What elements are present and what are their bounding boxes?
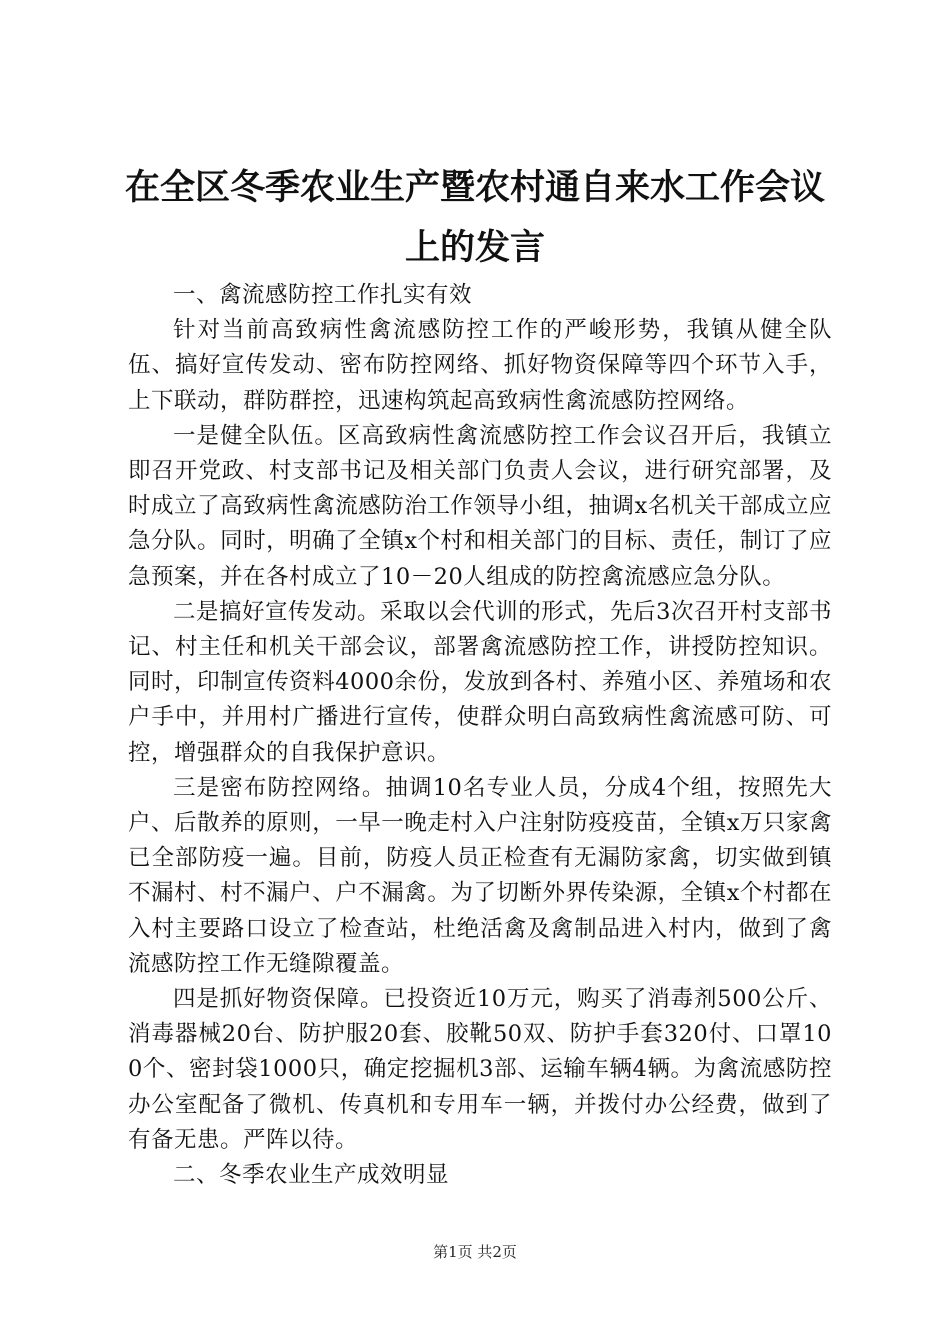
paragraph-network: 三是密布防控网络。抽调10名专业人员，分成4个组，按照先大户、后散养的原则，一早一晚走村入户注射防疫疫苗，全镇x万只家禽已全部防疫一遍。目前，防疫人员正检查有无漏防家禽，切实做到镇不漏村、村不漏户、户不漏禽。为了切断外界传染源，全镇x个村都在入村主要路口设立了检查站，杜绝活禽及禽制品进入村内，做到了禽流感防控工作无缝隙覆盖。	[128, 774, 832, 977]
paragraph-intro: 针对当前高致病性禽流感防控工作的严峻形势，我镇从健全队伍、搞好宣传发动、密布防控网络、抓好物资保障等四个环节入手，上下联动，群防群控，迅速构筑起高致病性禽流感防控网络。	[128, 317, 832, 414]
paragraph-publicity: 二是搞好宣传发动。采取以会代训的形式，先后3次召开村支部书记、村主任和机关干部会议，部署禽流感防控工作，讲授防控知识。同时，印制宣传资料4000余份，发放到各村、养殖小区、养殖场和农户手中，并用村广播进行宣传，使群众明白高致病性禽流感可防、可控，增强群众的自我保护意识。	[128, 598, 832, 766]
document-title: 在全区冬季农业生产暨农村通自来水工作会议上的发言	[124, 168, 825, 268]
section-heading-2: 二、冬季农业生产成效明显	[173, 1162, 450, 1189]
paragraph-supplies: 四是抓好物资保障。已投资近10万元，购买了消毒剂500公斤、消毒器械20台、防护服20套、胶靴50双、防护手套320付、口罩100个、密封袋1000只，确定挖掘机3部、运输车辆4辆。为禽流感防控办公室配备了微机、传真机和专用车一辆，并拨付办公经费，做到了有备无患。严阵以待。	[128, 986, 832, 1153]
section-heading-1: 一、禽流感防控工作扎实有效	[173, 282, 473, 308]
page-number: 第1页 共2页	[433, 1243, 517, 1261]
paragraph-team: 一是健全队伍。区高致病性禽流感防控工作会议召开后，我镇立即召开党政、村支部书记及相关部门负责人会议，进行研究部署，及时成立了高致病性禽流感防治工作领导小组，抽调x名机关干部成立应急分队。同时，明确了全镇x个村和相关部门的目标、责任，制订了应急预案，并在各村成立了10－20人组成的防控禽流感应急分队。	[128, 422, 832, 590]
document-body	[128, 278, 832, 1193]
